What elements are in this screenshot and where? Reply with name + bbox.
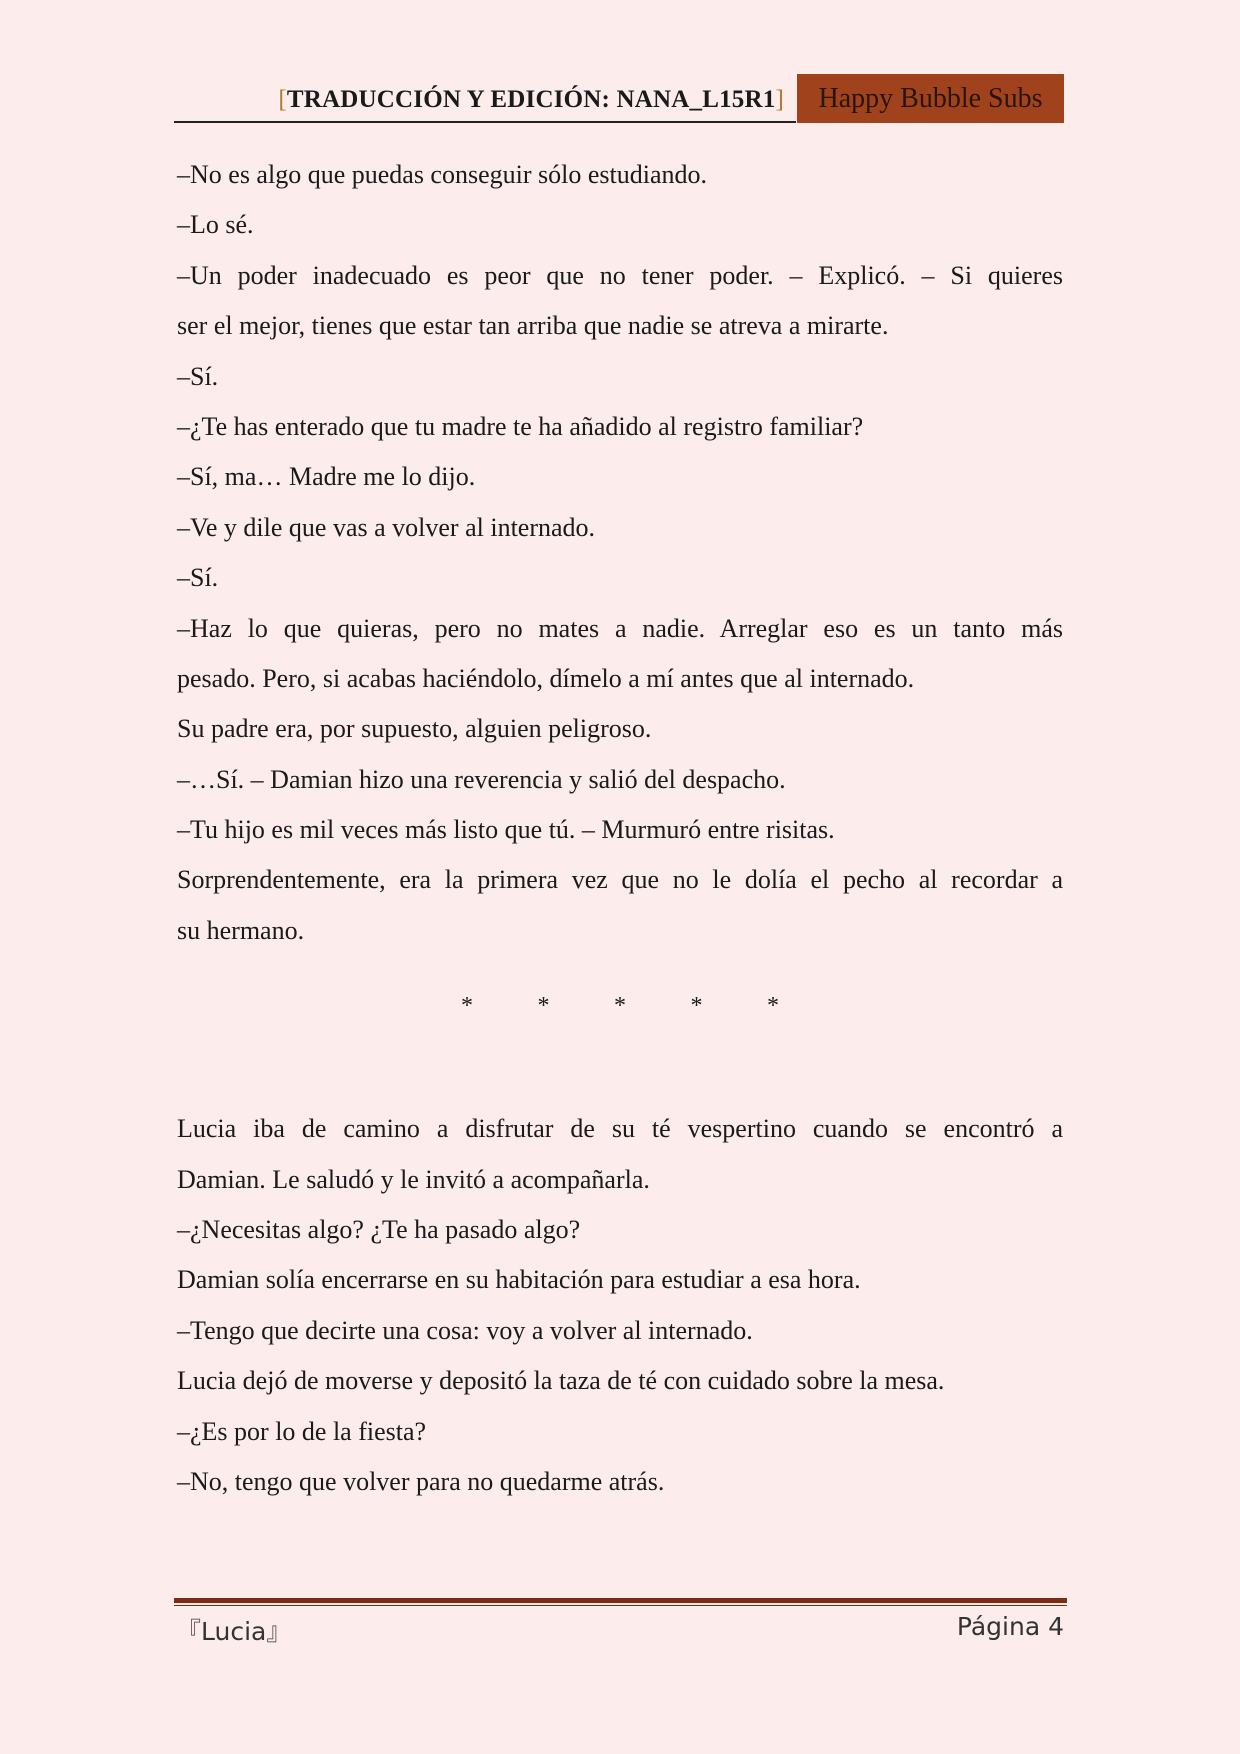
text-line: ser el mejor, tienes que estar tan arriba que nadie se atreva a mirarte. [177,311,889,341]
text-line: –Sí. [177,361,219,391]
page-body [177,150,1063,1507]
text-line: –¿Es por lo de la fiesta? [177,1416,427,1446]
text-line: Sorprendentemente, era la primera vez que no le dolía el pecho al recordar a [177,865,1063,895]
separator-asterisk: * [461,993,473,1020]
text-line: Lucia dejó de moverse y depositó la taza de té con cuidado sobre la mesa. [177,1366,945,1396]
text-line: –No, tengo que volver para no quedarme atrás. [177,1466,665,1496]
header-rule [174,121,796,123]
book-title: 『Lucia』 [176,1617,292,1646]
text-line: –Lo sé. [177,210,254,240]
text-line: –¿Necesitas algo? ¿Te ha pasado algo? [177,1215,581,1245]
text-line: Lucia iba de camino a disfrutar de su té vespertino cuando se encontró a [177,1114,1063,1144]
text-line: –Tu hijo es mil veces más listo que tú. – Murmuró entre risitas. [177,815,835,845]
credit-text: TRADUCCIÓN Y EDICIÓN: NANA_L15R1 [286,86,776,113]
separator-asterisk: * [537,993,550,1020]
separator-asterisk: * [690,993,703,1020]
text-line: pesado. Pero, si acabas haciéndolo, dímelo a mí antes que al internado. [177,663,915,693]
page-header [174,74,1064,122]
footer-rule-thick [174,1598,1067,1603]
text-line: –Sí. [177,563,219,593]
text-line: –¿Te has enterado que tu madre te ha añadido al registro familiar? [177,411,864,441]
group-name-box: Happy Bubble Subs [797,74,1064,123]
bracket-close: ] [775,86,784,113]
text-line: –Haz lo que quieras, pero no mates a nadie. Arreglar eso es un tanto más [177,613,1063,643]
text-line: –Ve y dile que vas a volver al internado. [177,512,596,542]
text-line: Damian. Le saludó y le invitó a acompañarla. [177,1164,650,1194]
text-line: –…Sí. – Damian hizo una reverencia y salió del despacho. [177,764,786,794]
text-line: Su padre era, por supuesto, alguien peligroso. [177,714,652,744]
translation-credit [278,86,784,114]
text-line: –Un poder inadecuado es peor que no tener poder. – Explicó. – Si quieres [177,260,1063,290]
text-line: –Tengo que decirte una cosa: voy a volver al internado. [177,1315,753,1345]
text-line: –Sí, ma… Madre me lo dijo. [177,462,476,492]
separator-asterisk: * [767,993,779,1020]
footer-rule-thin [174,1605,1067,1606]
separator-asterisk: * [614,993,626,1020]
text-line: Damian solía encerrarse en su habitación para estudiar a esa hora. [177,1265,861,1295]
page-number: Página 4 [956,1612,1064,1641]
scene-separator [177,956,1063,1054]
text-line: –No es algo que puedas conseguir sólo estudiando. [177,160,708,189]
spacer [177,1054,1063,1104]
bracket-open: [ [278,86,287,113]
text-line: su hermano. [177,915,305,945]
